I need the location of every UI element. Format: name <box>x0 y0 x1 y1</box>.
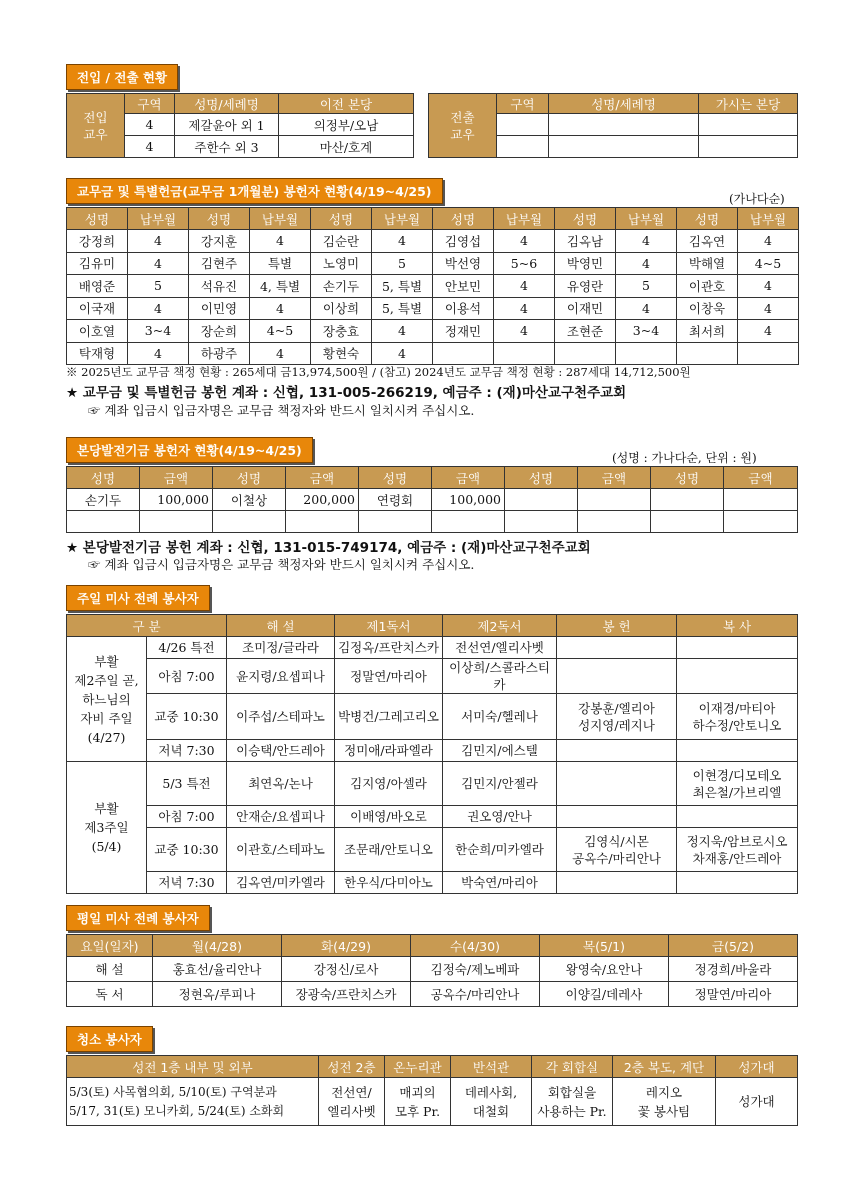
donor-month <box>616 342 677 365</box>
donor-month <box>494 342 555 365</box>
donor-month: 4 <box>494 320 555 343</box>
donor-month: 5, 특별 <box>372 275 433 298</box>
weekday-row <box>67 957 798 982</box>
server-cell: 권오영/안나 <box>443 806 557 828</box>
sunday-section-title: 주일 미사 전례 봉사자 <box>66 585 210 611</box>
donor-month: 4 <box>250 297 311 320</box>
donor-month: 4 <box>250 342 311 365</box>
col-header: 구역 <box>125 94 175 114</box>
donor-month: 5 <box>372 252 433 275</box>
donation-row <box>67 230 799 253</box>
cell <box>497 136 549 158</box>
donation-section-title: 교무금 및 특별헌금(교무금 1개월분) 봉헌자 현황(4/19~4/25) <box>66 178 443 204</box>
col-header-name: 성명 <box>555 208 616 230</box>
transfer-out-table <box>428 93 798 158</box>
cell <box>699 114 798 136</box>
mass-time: 5/3 특전 <box>147 762 227 806</box>
sunday-row <box>67 806 798 828</box>
col-header: 가시는 본당 <box>699 94 798 114</box>
col-header-amount: 금액 <box>286 467 359 489</box>
cell: 4 <box>125 136 175 158</box>
donor-name: 탁재형 <box>67 342 128 365</box>
donor-amount <box>724 511 798 533</box>
donor-month: 4 <box>372 230 433 253</box>
server-cell: 정미애/라파엘라 <box>335 740 443 762</box>
weekday-section-title: 평일 미사 전례 봉사자 <box>66 905 210 931</box>
server-cell: 최연옥/논나 <box>227 762 335 806</box>
donor-name: 이국재 <box>67 297 128 320</box>
weekday-row <box>67 982 798 1007</box>
donor-name <box>67 511 140 533</box>
col-header-area: 반석관 <box>451 1056 532 1078</box>
server-cell: 김영식/시몬 공옥수/마리안나 <box>557 828 677 872</box>
building-row <box>67 511 798 533</box>
server-cell <box>557 762 677 806</box>
cleaning-cell: 회합실을 사용하는 Pr. <box>532 1078 613 1126</box>
col-header-amount: 금액 <box>432 467 505 489</box>
cell: 제갈윤아 외 1 <box>175 114 279 136</box>
col-header-day: 요일(일자) <box>67 935 153 957</box>
donor-name: 김현주 <box>189 252 250 275</box>
cleaning-cell: 전선연/ 엘리사벳 <box>319 1078 385 1126</box>
donor-month: 4 <box>128 252 189 275</box>
server-cell <box>557 659 677 694</box>
donation-account-sub: ☞ 계좌 입금시 입금자명은 교무금 책정자와 반드시 일치시켜 주십시오. <box>88 403 475 418</box>
donor-month: 5 <box>616 275 677 298</box>
cell: 의정부/오남 <box>279 114 414 136</box>
col-header-area: 성전 2층 <box>319 1056 385 1078</box>
donor-name: 김옥연 <box>677 230 738 253</box>
server-cell: 김민지/에스텔 <box>443 740 557 762</box>
donation-row <box>67 252 799 275</box>
col-header-day: 화(4/29) <box>282 935 411 957</box>
donor-name: 연령회 <box>359 489 432 511</box>
server-cell: 이현경/디모테오 최은철/가브리엘 <box>677 762 798 806</box>
donor-name <box>433 342 494 365</box>
cleaning-cell: 성가대 <box>716 1078 798 1126</box>
col-header-day: 목(5/1) <box>540 935 669 957</box>
col-header-reading1: 제1독서 <box>335 615 443 637</box>
donor-name <box>505 489 578 511</box>
sunday-row <box>67 637 798 659</box>
donor-amount: 200,000 <box>286 489 359 511</box>
server-cell: 정지욱/암브로시오 차재홍/안드레아 <box>677 828 798 872</box>
donation-table <box>66 207 799 365</box>
server-cell: 전선연/엘리사벳 <box>443 637 557 659</box>
cell <box>497 114 549 136</box>
mass-time: 아침 7:00 <box>147 806 227 828</box>
cleaning-cell: 5/3(토) 사목협의회, 5/10(토) 구역분과 5/17, 31(토) 모니카회, 5/24(토) 소화회 <box>67 1078 319 1126</box>
donor-name: 배영준 <box>67 275 128 298</box>
server-cell: 이상희/스콜라스티카 <box>443 659 557 694</box>
donor-name: 이재민 <box>555 297 616 320</box>
donation-row <box>67 342 799 365</box>
donor-name: 최서희 <box>677 320 738 343</box>
donor-name: 조현준 <box>555 320 616 343</box>
building-sort-note: (성명 : 가나다순, 단위 : 원) <box>612 451 757 465</box>
donor-month: 4, 특별 <box>250 275 311 298</box>
server-cell: 박병건/그레고리오 <box>335 694 443 740</box>
col-header-name: 성명 <box>213 467 286 489</box>
donor-name: 이용석 <box>433 297 494 320</box>
donor-name: 장충효 <box>311 320 372 343</box>
donor-name: 이민영 <box>189 297 250 320</box>
col-header: 성명/세례명 <box>175 94 279 114</box>
donor-month: 4 <box>738 230 799 253</box>
transfer-out-label: 전출 교우 <box>429 94 497 158</box>
donor-name: 노영미 <box>311 252 372 275</box>
donation-account-info: ★ 교무금 및 특별헌금 봉헌 계좌 : 신협, 131-005-266219, 예금주 : (재)마산교구천주교회 <box>66 385 627 401</box>
mass-time: 교중 10:30 <box>147 828 227 872</box>
col-header-area: 각 회합실 <box>532 1056 613 1078</box>
cleaning-row <box>67 1078 798 1126</box>
donor-month: 특별 <box>250 252 311 275</box>
server-cell: 강봉훈/엘리아 성지영/레지나 <box>557 694 677 740</box>
donor-name: 이상희 <box>311 297 372 320</box>
donor-amount <box>578 511 651 533</box>
donor-amount <box>578 489 651 511</box>
sunday-group-label-1: 부활 제2주일 곧, 하느님의 자비 주일 (4/27) <box>67 637 147 762</box>
sunday-table <box>66 614 798 894</box>
donor-month: 4 <box>616 297 677 320</box>
server-cell: 홍효선/율리안나 <box>153 957 282 982</box>
server-cell: 안재순/요셉피나 <box>227 806 335 828</box>
server-cell: 조문래/안토니오 <box>335 828 443 872</box>
cell <box>699 136 798 158</box>
server-cell: 서미숙/헬레나 <box>443 694 557 740</box>
donor-amount <box>140 511 213 533</box>
donor-name: 정재민 <box>433 320 494 343</box>
donor-month: 4 <box>616 252 677 275</box>
server-cell: 이관호/스테파노 <box>227 828 335 872</box>
donor-month: 5~6 <box>494 252 555 275</box>
donor-month: 4 <box>494 275 555 298</box>
server-cell: 왕영숙/요안나 <box>540 957 669 982</box>
server-cell: 김민지/안젤라 <box>443 762 557 806</box>
server-cell: 이주섭/스테파노 <box>227 694 335 740</box>
donor-name: 하광주 <box>189 342 250 365</box>
col-header: 성명/세례명 <box>549 94 699 114</box>
building-account-info: ★ 본당발전기금 봉헌 계좌 : 신협, 131-015-749174, 예금주 : (재)마산교구천주교회 <box>66 540 591 556</box>
donor-name: 이철상 <box>213 489 286 511</box>
server-cell <box>557 872 677 894</box>
donation-row <box>67 320 799 343</box>
server-cell: 공옥수/마리안나 <box>411 982 540 1007</box>
col-header-area: 온누리관 <box>385 1056 451 1078</box>
donor-name: 김영섭 <box>433 230 494 253</box>
server-cell: 정말연/마리아 <box>335 659 443 694</box>
server-cell: 조미정/글라라 <box>227 637 335 659</box>
building-table <box>66 466 798 533</box>
donor-month: 4 <box>250 230 311 253</box>
col-header-month: 납부월 <box>738 208 799 230</box>
donor-month: 4 <box>738 320 799 343</box>
server-cell: 박숙연/마리아 <box>443 872 557 894</box>
donation-row <box>67 297 799 320</box>
donor-month: 4 <box>616 230 677 253</box>
col-header-amount: 금액 <box>578 467 651 489</box>
cleaning-section-title: 청소 봉사자 <box>66 1026 153 1052</box>
donor-amount <box>724 489 798 511</box>
donor-month: 3~4 <box>616 320 677 343</box>
donation-sort-note: (가나다순) <box>729 192 785 206</box>
col-header-name: 성명 <box>677 208 738 230</box>
server-cell <box>677 872 798 894</box>
donor-name: 장순희 <box>189 320 250 343</box>
donor-month <box>738 342 799 365</box>
donor-month: 4 <box>738 297 799 320</box>
donor-name <box>651 489 724 511</box>
donor-amount: 100,000 <box>140 489 213 511</box>
server-cell <box>677 806 798 828</box>
donor-month: 4 <box>128 230 189 253</box>
server-cell: 김옥연/미카엘라 <box>227 872 335 894</box>
donor-month: 4~5 <box>738 252 799 275</box>
donor-month: 4 <box>372 320 433 343</box>
col-header-month: 납부월 <box>128 208 189 230</box>
donor-name <box>359 511 432 533</box>
server-cell: 장광숙/프란치스카 <box>282 982 411 1007</box>
col-header-amount: 금액 <box>140 467 213 489</box>
server-cell: 한우식/다미아노 <box>335 872 443 894</box>
donor-month: 4 <box>372 342 433 365</box>
server-cell: 정경희/바울라 <box>669 957 798 982</box>
cell: 주한수 외 3 <box>175 136 279 158</box>
donor-name: 김옥남 <box>555 230 616 253</box>
donor-month: 3~4 <box>128 320 189 343</box>
cleaning-cell: 레지오 꽃 봉사팀 <box>613 1078 716 1126</box>
server-cell <box>557 740 677 762</box>
server-cell: 김정옥/프란치스카 <box>335 637 443 659</box>
server-cell: 윤지령/요셉피나 <box>227 659 335 694</box>
role-label: 해 설 <box>67 957 153 982</box>
donor-name <box>651 511 724 533</box>
donor-month: 5 <box>128 275 189 298</box>
sunday-row <box>67 872 798 894</box>
donation-row <box>67 275 799 298</box>
donor-name: 이관호 <box>677 275 738 298</box>
donor-name <box>213 511 286 533</box>
donor-amount: 100,000 <box>432 489 505 511</box>
server-cell <box>677 659 798 694</box>
transfer-in-label: 전입 교우 <box>67 94 125 158</box>
weekday-table <box>66 934 798 1007</box>
col-header-altar: 복 사 <box>677 615 798 637</box>
col-header-month: 납부월 <box>372 208 433 230</box>
donor-name: 김유미 <box>67 252 128 275</box>
donor-amount <box>286 511 359 533</box>
col-header-area: 성가대 <box>716 1056 798 1078</box>
mass-time: 저녁 7:30 <box>147 872 227 894</box>
donor-name: 박해열 <box>677 252 738 275</box>
donor-amount <box>432 511 505 533</box>
donor-name: 손기두 <box>311 275 372 298</box>
server-cell: 이배영/바오로 <box>335 806 443 828</box>
cleaning-cell: 매괴의 모후 Pr. <box>385 1078 451 1126</box>
server-cell <box>677 637 798 659</box>
server-cell <box>557 806 677 828</box>
donor-name: 황현숙 <box>311 342 372 365</box>
col-header-month: 납부월 <box>494 208 555 230</box>
cell <box>549 114 699 136</box>
donor-month: 4 <box>738 275 799 298</box>
donor-name: 김순란 <box>311 230 372 253</box>
sunday-row <box>67 740 798 762</box>
server-cell: 정말연/마리아 <box>669 982 798 1007</box>
server-cell: 강정신/로사 <box>282 957 411 982</box>
col-header-reading2: 제2독서 <box>443 615 557 637</box>
donor-month: 4 <box>494 230 555 253</box>
col-header-day: 금(5/2) <box>669 935 798 957</box>
col-header-day: 월(4/28) <box>153 935 282 957</box>
transfer-in-table <box>66 93 414 158</box>
col-header-name: 성명 <box>433 208 494 230</box>
donor-name: 박영민 <box>555 252 616 275</box>
donor-name: 강정희 <box>67 230 128 253</box>
donor-name <box>555 342 616 365</box>
col-header-amount: 금액 <box>724 467 798 489</box>
role-label: 독 서 <box>67 982 153 1007</box>
donor-name: 손기두 <box>67 489 140 511</box>
col-header: 구역 <box>497 94 549 114</box>
col-header-name: 성명 <box>505 467 578 489</box>
donor-name: 이호열 <box>67 320 128 343</box>
sunday-row <box>67 694 798 740</box>
cleaning-table <box>66 1055 798 1126</box>
donor-name <box>677 342 738 365</box>
sunday-row <box>67 659 798 694</box>
col-header-name: 성명 <box>311 208 372 230</box>
donor-month: 4 <box>128 342 189 365</box>
mass-time: 아침 7:00 <box>147 659 227 694</box>
col-header: 이전 본당 <box>279 94 414 114</box>
building-section-title: 본당발전기금 봉헌자 현황(4/19~4/25) <box>66 437 313 463</box>
building-account-sub: ☞ 계좌 입금시 입금자명은 교무금 책정자와 반드시 일치시켜 주십시오. <box>88 557 475 572</box>
server-cell: 한순희/미카엘라 <box>443 828 557 872</box>
server-cell <box>677 740 798 762</box>
donor-month: 5, 특별 <box>372 297 433 320</box>
mass-time: 저녁 7:30 <box>147 740 227 762</box>
col-header-area: 성전 1층 내부 및 외부 <box>67 1056 319 1078</box>
server-cell: 정현옥/루피나 <box>153 982 282 1007</box>
donor-name: 이창욱 <box>677 297 738 320</box>
server-cell: 이승택/안드레아 <box>227 740 335 762</box>
col-header-month: 납부월 <box>250 208 311 230</box>
col-header-name: 성명 <box>359 467 432 489</box>
donor-name: 석유진 <box>189 275 250 298</box>
cleaning-cell: 데레사회, 대철회 <box>451 1078 532 1126</box>
col-header-month: 납부월 <box>616 208 677 230</box>
cell <box>549 136 699 158</box>
cell: 마산/호계 <box>279 136 414 158</box>
sunday-row <box>67 828 798 872</box>
donor-name: 안보민 <box>433 275 494 298</box>
col-header-name: 성명 <box>67 467 140 489</box>
transfer-section-title: 전입 / 전출 현황 <box>66 64 178 90</box>
sunday-row <box>67 762 798 806</box>
col-header-area: 2층 복도, 계단 <box>613 1056 716 1078</box>
col-header-name: 성명 <box>189 208 250 230</box>
donor-month: 4 <box>494 297 555 320</box>
mass-time: 교중 10:30 <box>147 694 227 740</box>
donation-status-note: ※ 2025년도 교무금 책정 현황 : 265세대 금13,974,500원 / (참고) 2024년도 교무금 책정 현황 : 287세대 14,712,500원 <box>66 365 691 379</box>
donor-name: 박선영 <box>433 252 494 275</box>
col-header-category: 구 분 <box>67 615 227 637</box>
server-cell: 김지영/아셀라 <box>335 762 443 806</box>
mass-time: 4/26 특전 <box>147 637 227 659</box>
col-header-offertory: 봉 헌 <box>557 615 677 637</box>
donor-name: 유영란 <box>555 275 616 298</box>
col-header-name: 성명 <box>67 208 128 230</box>
donor-month: 4~5 <box>250 320 311 343</box>
donor-name: 강지훈 <box>189 230 250 253</box>
col-header-commentary: 해 설 <box>227 615 335 637</box>
building-row <box>67 489 798 511</box>
donor-month: 4 <box>128 297 189 320</box>
cell: 4 <box>125 114 175 136</box>
server-cell <box>557 637 677 659</box>
col-header-name: 성명 <box>651 467 724 489</box>
server-cell: 김정숙/제노베파 <box>411 957 540 982</box>
sunday-group-label-2: 부활 제3주일 (5/4) <box>67 762 147 894</box>
server-cell: 이양길/데레사 <box>540 982 669 1007</box>
col-header-day: 수(4/30) <box>411 935 540 957</box>
donor-name <box>505 511 578 533</box>
server-cell: 이재경/마티아 하수정/안토니오 <box>677 694 798 740</box>
